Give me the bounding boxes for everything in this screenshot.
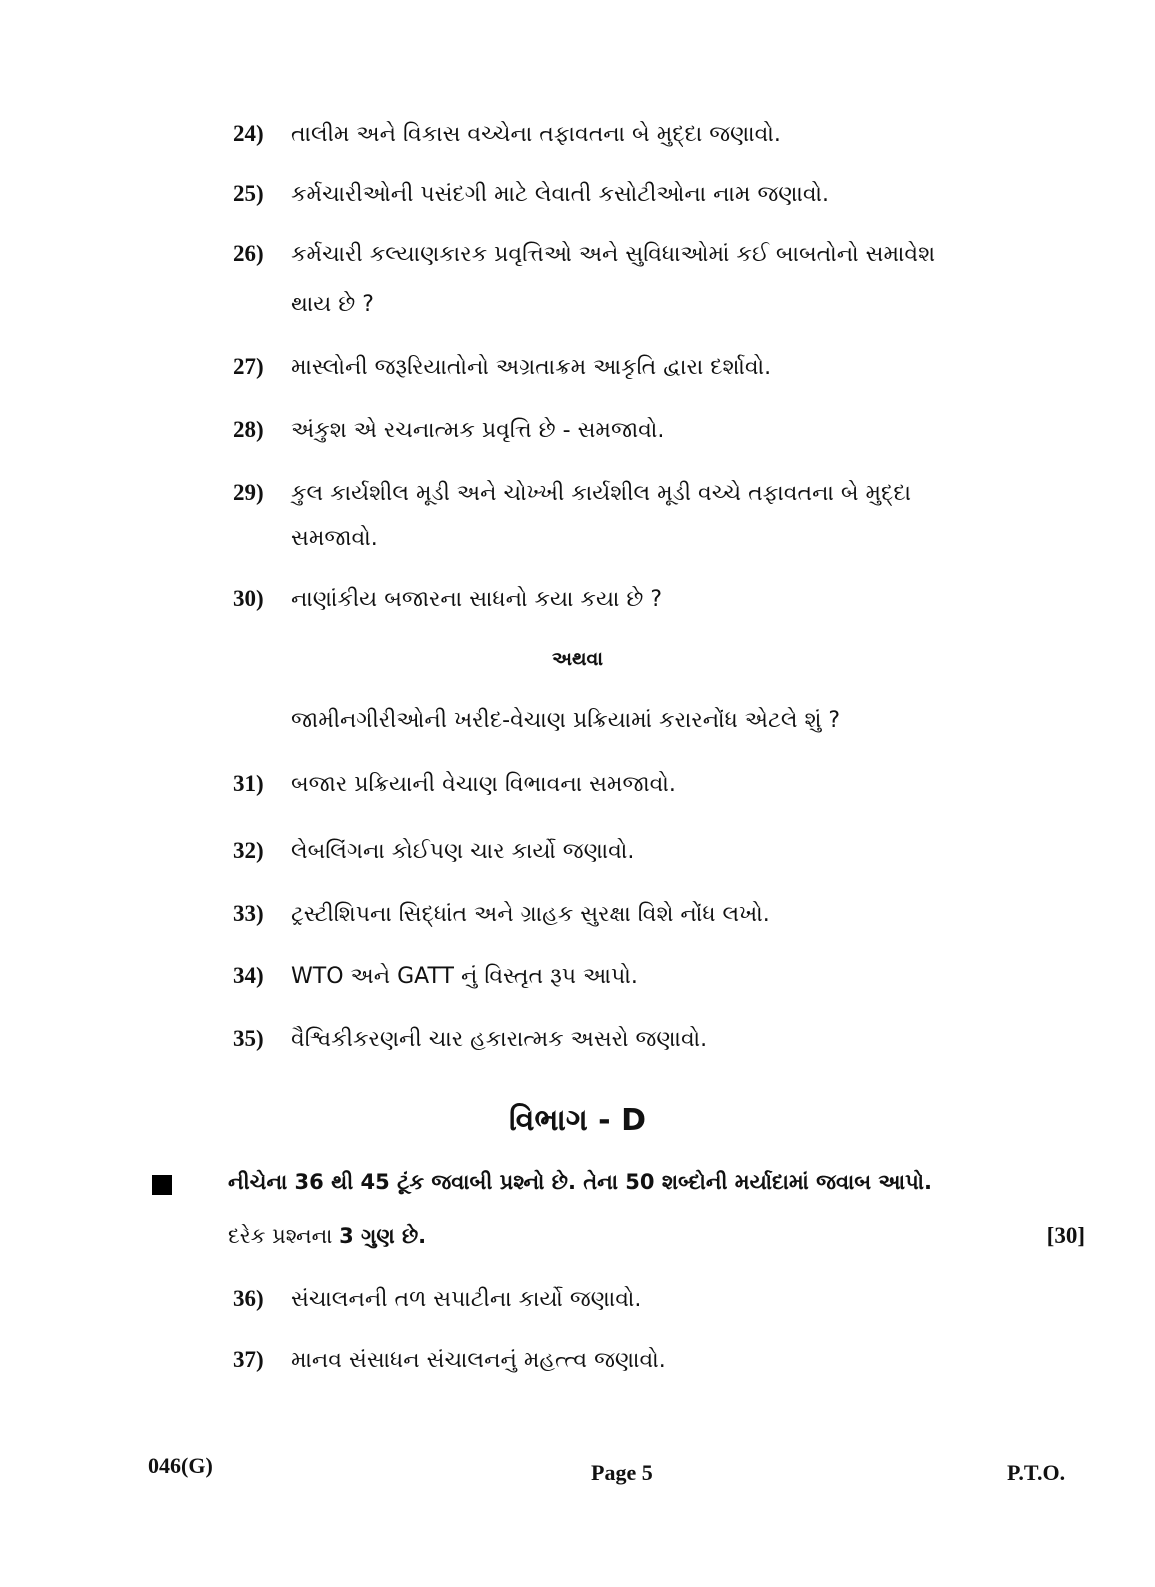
question-text: ટ્રસ્ટીશિપના સિદ્ધાંત અને ગ્રાહક સુરક્ષા વિશે નોંધ લખો. (291, 902, 770, 927)
question-number: 35) (233, 1026, 264, 1051)
question-number: 26) (233, 241, 264, 266)
question-35 (233, 1025, 707, 1054)
or-label: અથવા (551, 648, 604, 670)
pto-label: P.T.O. (1007, 1460, 1066, 1485)
question-26-continuation: થાય છે ? (291, 292, 374, 317)
question-number: 34) (233, 963, 264, 988)
page-number: Page 5 (591, 1460, 653, 1485)
question-text: માનવ સંસાધન સંચાલનનું મહત્ત્વ જણાવો. (291, 1348, 666, 1373)
question-29 (233, 479, 911, 508)
question-30 (233, 585, 662, 614)
question-34 (233, 962, 638, 991)
question-31 (233, 770, 676, 799)
question-text: સંચાલનની તળ સપાટીના કાર્યો જણાવો. (291, 1287, 642, 1312)
question-text: વૈશ્વિકીકરણની ચાર હકારાત્મક અસરો જણાવો. (291, 1027, 708, 1052)
section-title: વિભાગ - D (509, 1103, 646, 1138)
paper-code: 046(G) (148, 1453, 213, 1478)
question-number: 29) (233, 480, 264, 505)
question-33 (233, 900, 770, 929)
question-text: અંકુશ એ રચનાત્મક પ્રવૃત્તિ છે - સમજાવો. (291, 418, 665, 443)
instruction-prefix: દરેક પ્રશ્નના (228, 1224, 340, 1248)
question-number: 37) (233, 1347, 264, 1372)
or-question: જામીનગીરીઓની ખરીદ-વેચાણ પ્રક્રિયામાં કરારનોંધ એટલે શું ? (291, 708, 841, 733)
question-28 (233, 416, 664, 445)
question-27 (233, 353, 771, 382)
question-36 (233, 1285, 641, 1314)
question-number: 24) (233, 121, 264, 146)
question-text: WTO અને GATT નું વિસ્તૃત રૂપ આપો. (291, 964, 638, 989)
question-number: 36) (233, 1286, 264, 1311)
square-bullet-icon (152, 1175, 172, 1195)
question-25 (233, 180, 829, 209)
question-text: માસ્લોની જરૂરિયાતોનો અગ્રતાક્રમ આકૃતિ દ્વારા દર્શાવો. (291, 355, 772, 380)
section-marks: [30] (1046, 1223, 1085, 1248)
question-text: કર્મચારી કલ્યાણકારક પ્રવૃત્તિઓ અને સુવિધાઓમાં કઈ બાબતોનો સમાવેશ (291, 242, 936, 267)
question-text: કુલ કાર્યશીલ મૂડી અને ચોખ્ખી કાર્યશીલ મૂડી વચ્ચે તફાવતના બે મુદ્દા (291, 481, 912, 506)
question-32 (233, 837, 634, 866)
question-number: 33) (233, 901, 264, 926)
question-text: તાલીમ અને વિકાસ વચ્ચેના તફાવતના બે મુદ્દા જણાવો. (291, 122, 781, 147)
question-37 (233, 1346, 666, 1375)
question-number: 27) (233, 354, 264, 379)
question-text: લેબલિંગના કોઈપણ ચાર કાર્યો જણાવો. (291, 839, 635, 864)
section-instruction-line2 (228, 1224, 426, 1249)
question-number: 25) (233, 181, 264, 206)
question-text: નાણાંકીય બજારના સાધનો કયા કયા છે ? (291, 587, 663, 612)
section-instruction-line1: નીચેના 36 થી 45 ટૂંક જવાબી પ્રશ્નો છે. તેના 50 શબ્દોની મર્યાદામાં જવાબ આપો. (228, 1170, 932, 1194)
question-number: 28) (233, 417, 264, 442)
instruction-marks-text: 3 ગુણ છે. (339, 1224, 427, 1248)
question-number: 32) (233, 838, 264, 863)
question-24 (233, 120, 781, 149)
question-26 (233, 240, 935, 269)
question-text: કર્મચારીઓની પસંદગી માટે લેવાતી કસોટીઓના નામ જણાવો. (291, 182, 830, 207)
question-29-continuation: સમજાવો. (291, 526, 378, 551)
question-text: બજાર પ્રક્રિયાની વેચાણ વિભાવના સમજાવો. (291, 772, 676, 797)
question-number: 30) (233, 586, 264, 611)
question-number: 31) (233, 771, 264, 796)
